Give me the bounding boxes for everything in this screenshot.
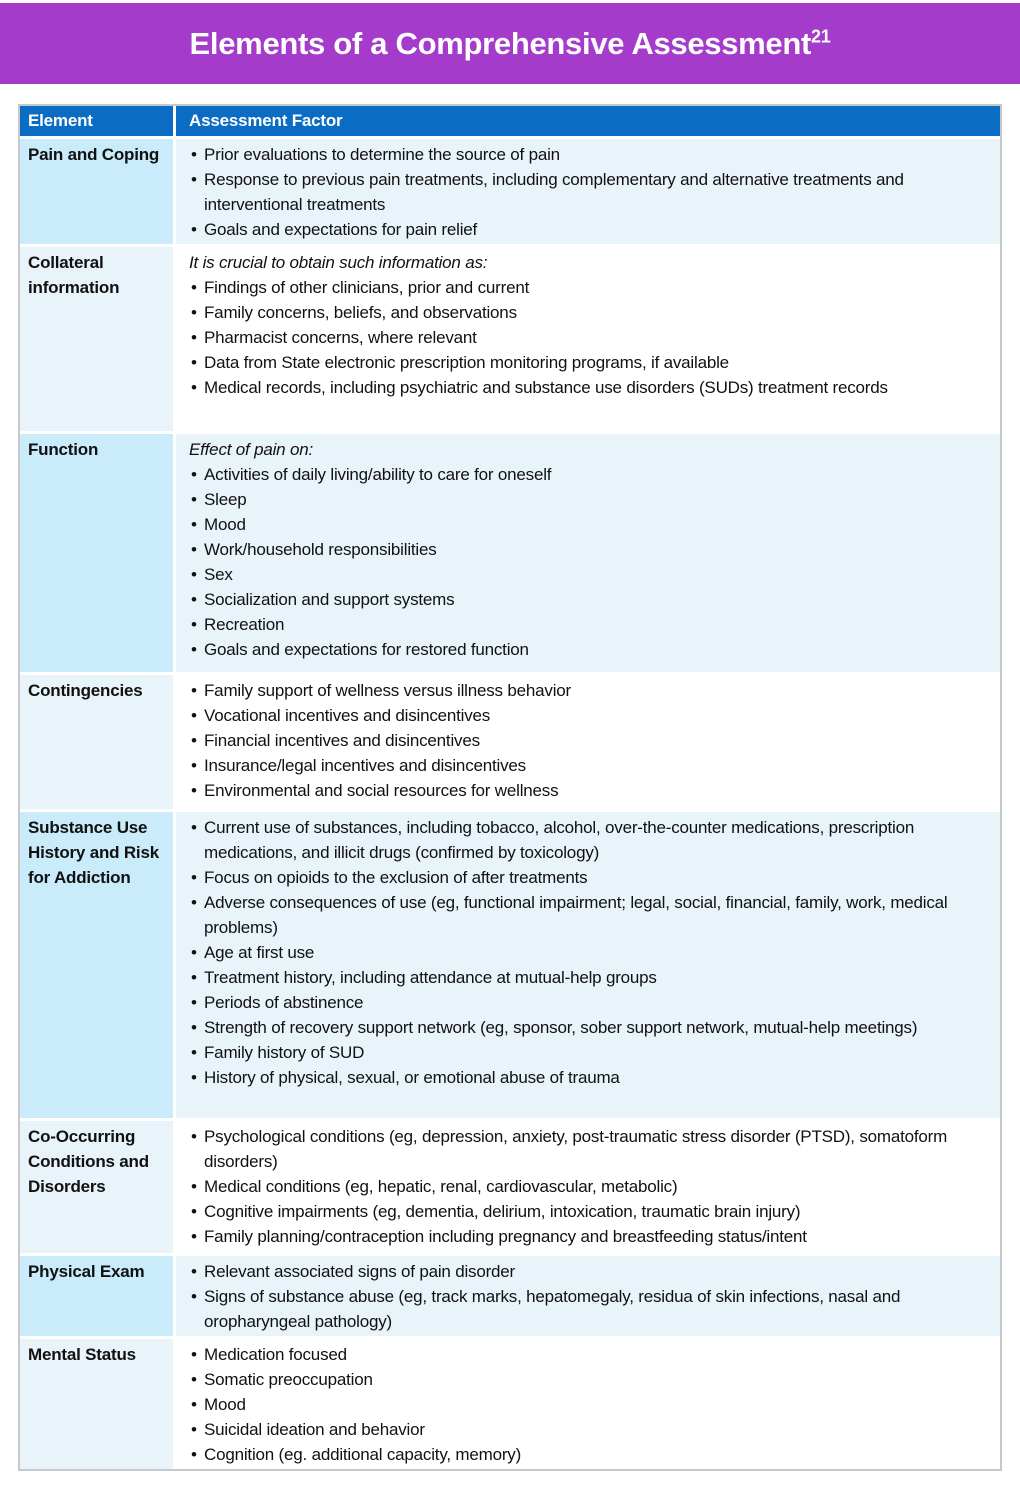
assessment-cell <box>176 1339 1000 1469</box>
bullet-list <box>189 1342 990 1467</box>
bullet-list <box>189 678 990 803</box>
bullet-item: • Current use of substances, including tobacco, alcohol, over-the-counter medications, prescription medications, and illicit drugs (confirmed by toxicology) <box>189 815 990 865</box>
bullet-item: • Sleep <box>189 487 990 512</box>
bullet-item: • Mood <box>189 1392 990 1417</box>
bullet-item: • Findings of other clinicians, prior and current <box>189 275 990 300</box>
assessment-cell <box>176 1256 1000 1336</box>
intro-text: Effect of pain on: <box>189 440 313 459</box>
assessment-cell <box>176 1121 1000 1253</box>
assessment-cell <box>176 812 1000 1118</box>
bullet-item: • Psychological conditions (eg, depression, anxiety, post-traumatic stress disorder (PTSD), somatoform disorders) <box>189 1124 990 1174</box>
bullet-item: • Suicidal ideation and behavior <box>189 1417 990 1442</box>
bullet-item: • Activities of daily living/ability to care for oneself <box>189 462 990 487</box>
bullet-item: • Response to previous pain treatments, including complementary and alternative treatments and interventional treatments <box>189 167 990 217</box>
table-row-collateral-information <box>20 244 1000 431</box>
bullet-item: • Periods of abstinence <box>189 990 990 1015</box>
bullet-item: • Cognitive impairments (eg, dementia, delirium, intoxication, traumatic brain injury) <box>189 1199 990 1224</box>
bullet-item: • Family support of wellness versus illness behavior <box>189 678 990 703</box>
header-cell-element: Element <box>20 106 176 136</box>
bullet-item: • Medication focused <box>189 1342 990 1367</box>
assessment-cell <box>176 247 1000 431</box>
element-cell: Physical Exam <box>20 1256 176 1336</box>
element-cell: Mental Status <box>20 1339 176 1469</box>
bullet-item: • Somatic preoccupation <box>189 1367 990 1392</box>
bullet-item: • Relevant associated signs of pain disorder <box>189 1259 990 1284</box>
assessment-cell <box>176 434 1000 672</box>
bullet-item: • Family concerns, beliefs, and observations <box>189 300 990 325</box>
page-title-text: Elements of a Comprehensive Assessment <box>189 25 812 61</box>
bullet-list <box>189 1259 990 1334</box>
bullet-item: • Environmental and social resources for wellness <box>189 778 990 803</box>
bullet-item: • Sex <box>189 562 990 587</box>
header-cell-assessment-factor: Assessment Factor <box>176 106 1000 136</box>
bullet-item: • Prior evaluations to determine the source of pain <box>189 142 990 167</box>
intro-text: It is crucial to obtain such information as: <box>189 253 488 272</box>
assessment-cell <box>176 675 1000 809</box>
table-row-mental-status <box>20 1336 1000 1469</box>
bullet-item: • Family history of SUD <box>189 1040 990 1065</box>
bullet-item: • Signs of substance abuse (eg, track marks, hepatomegaly, residua of skin infections, nasal and oropharyngeal pathology) <box>189 1284 990 1334</box>
bullet-item: • Goals and expectations for pain relief <box>189 217 990 242</box>
table-row-physical-exam <box>20 1253 1000 1336</box>
bullet-list <box>189 275 990 400</box>
assessment-cell <box>176 139 1000 244</box>
bullet-list <box>189 142 990 242</box>
bullet-item: • Focus on opioids to the exclusion of after treatments <box>189 865 990 890</box>
bullet-item: • Recreation <box>189 612 990 637</box>
element-cell: Function <box>20 434 176 672</box>
bullet-list <box>189 462 990 662</box>
bullet-item: • Treatment history, including attendance at mutual-help groups <box>189 965 990 990</box>
table-row-pain-and-coping <box>20 136 1000 244</box>
element-cell: Substance Use History and Risk for Addiction <box>20 812 176 1118</box>
table-row-substance-use-history <box>20 809 1000 1118</box>
bullet-list <box>189 815 990 1090</box>
bullet-item: • Family planning/contraception including pregnancy and breastfeeding status/intent <box>189 1224 990 1249</box>
title-banner <box>0 3 1020 84</box>
bullet-item: • Work/household responsibilities <box>189 537 990 562</box>
reference-superscript: 21 <box>811 26 831 47</box>
bullet-item: • Adverse consequences of use (eg, functional impairment; legal, social, financial, family, work, medical problems) <box>189 890 990 940</box>
element-cell: Contingencies <box>20 675 176 809</box>
bullet-item: • Vocational incentives and disincentives <box>189 703 990 728</box>
bullet-item: • Mood <box>189 512 990 537</box>
bullet-item: • Financial incentives and disincentives <box>189 728 990 753</box>
bullet-item: • Data from State electronic prescription monitoring programs, if available <box>189 350 990 375</box>
bullet-item: • Pharmacist concerns, where relevant <box>189 325 990 350</box>
bullet-item: • Insurance/legal incentives and disincentives <box>189 753 990 778</box>
element-cell: Pain and Coping <box>20 139 176 244</box>
bullet-item: • Medical records, including psychiatric and substance use disorders (SUDs) treatment records <box>189 375 990 400</box>
bullet-item: • Medical conditions (eg, hepatic, renal, cardiovascular, metabolic) <box>189 1174 990 1199</box>
element-cell: Collateral information <box>20 247 176 431</box>
bullet-item: • Strength of recovery support network (eg, sponsor, sober support network, mutual-help meetings) <box>189 1015 990 1040</box>
bullet-item: • History of physical, sexual, or emotional abuse of trauma <box>189 1065 990 1090</box>
bullet-item: • Cognition (eg. additional capacity, memory) <box>189 1442 990 1467</box>
table-header-row <box>20 106 1000 136</box>
assessment-table <box>18 104 1002 1471</box>
element-cell: Co-Occurring Conditions and Disorders <box>20 1121 176 1253</box>
page-title <box>190 26 831 62</box>
bullet-item: • Age at first use <box>189 940 990 965</box>
table-row-contingencies <box>20 672 1000 809</box>
bullet-item: • Socialization and support systems <box>189 587 990 612</box>
bullet-item: • Goals and expectations for restored function <box>189 637 990 662</box>
table-row-co-occurring-conditions <box>20 1118 1000 1253</box>
bullet-list <box>189 1124 990 1249</box>
table-row-function <box>20 431 1000 672</box>
